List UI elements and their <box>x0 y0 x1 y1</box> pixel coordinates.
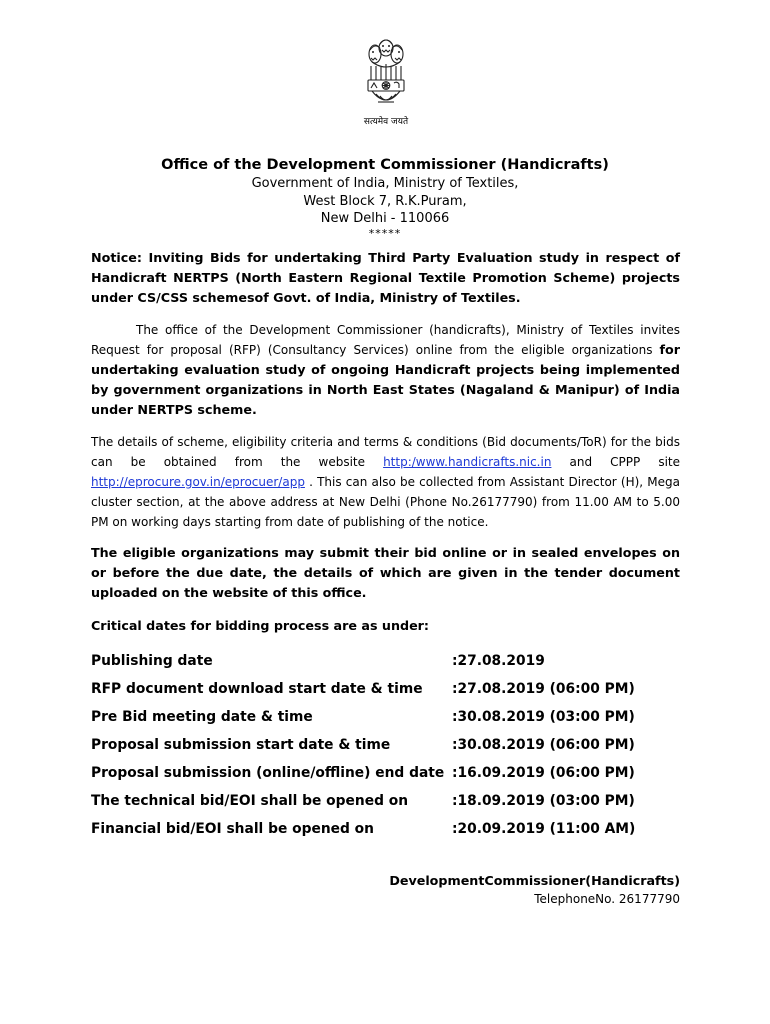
separator-stars: ***** <box>368 226 402 240</box>
date-value: :20.09.2019 (11:00 AM) <box>452 821 636 837</box>
notice-title: Notice: Inviting Bids for undertaking Third Party Evaluation study in respect of Handicraft NERTPS (North Eastern Regional Textile Promotion Scheme) projects under CS/CSS schemesof Govt. of India, Ministry of Textiles. <box>91 250 680 305</box>
date-label: Financial bid/EOI shall be opened on <box>91 821 374 837</box>
signature-block <box>389 872 680 908</box>
date-value: :27.08.2019 (06:00 PM) <box>452 681 635 697</box>
address-line-1: Government of India, Ministry of Textiles, <box>251 176 519 191</box>
national-emblem-icon <box>364 36 408 116</box>
emblem <box>355 36 417 128</box>
date-value: :30.08.2019 (03:00 PM) <box>452 709 635 725</box>
date-row-submission-start <box>91 731 691 759</box>
date-label: Publishing date <box>91 653 213 669</box>
paragraph-invitation <box>91 320 680 420</box>
paragraph-eligible-organizations: The eligible organizations may submit their bid online or in sealed envelopes on or before the due date, the details of which are given in the tender document uploaded on the website of this office. <box>91 545 680 600</box>
date-row-financial-bid-opening <box>91 815 691 843</box>
date-row-publishing <box>91 647 691 675</box>
date-value: :18.09.2019 (03:00 PM) <box>452 793 635 809</box>
signatory-title: DevelopmentCommissioner(Handicrafts) <box>389 873 680 888</box>
date-label: Proposal submission (online/offline) end date <box>91 765 445 781</box>
cppp-site-link[interactable]: http://eprocure.gov.in/eprocuer/app <box>91 475 305 489</box>
date-label: The technical bid/EOI shall be opened on <box>91 793 409 809</box>
date-label: Proposal submission start date & time <box>91 737 391 753</box>
date-row-technical-bid-opening <box>91 787 691 815</box>
paragraph-invitation-text: The office of the Development Commissioner (handicrafts), Ministry of Textiles invites Request for proposal (RFP) (Consultancy Services) online from the eligible organizations <box>91 323 680 357</box>
handicrafts-website-link[interactable]: http:/www.handicrafts.nic.in <box>383 455 552 469</box>
paragraph-details <box>91 432 680 532</box>
critical-dates-list <box>91 647 691 843</box>
date-value: :30.08.2019 (06:00 PM) <box>452 737 635 753</box>
date-row-submission-end <box>91 759 691 787</box>
address-line-3: New Delhi - 110066 <box>320 211 450 226</box>
date-label: RFP document download start date & time <box>91 681 423 697</box>
date-value: :27.08.2019 <box>452 653 545 669</box>
date-row-pre-bid-meeting <box>91 703 691 731</box>
critical-dates-heading: Critical dates for bidding process are as under: <box>91 618 430 633</box>
signatory-telephone: TelephoneNo. 26177790 <box>534 892 680 906</box>
date-label: Pre Bid meeting date & time <box>91 709 313 725</box>
date-value: :16.09.2019 (06:00 PM) <box>452 765 635 781</box>
emblem-motto: सत्यमेव जयते <box>363 117 409 127</box>
paragraph-details-text-a: The details of scheme, eligibility criteria and terms & conditions (Bid documents/ToR) for the bids can be obtained from the website <box>91 435 680 469</box>
paragraph-invitation-bold: for undertaking evaluation study of ongoing Handicraft projects being implemented by government organizations in North East States (Nagaland & Manipur) of India under NERTPS scheme. <box>91 342 680 417</box>
office-title: Office of the Development Commissioner (Handicrafts) <box>161 157 609 173</box>
paragraph-details-text-b: and CPPP site <box>551 455 681 469</box>
date-row-rfp-download <box>91 675 691 703</box>
office-header <box>0 156 770 240</box>
paragraph-details-text-c: . This can also be collected from Assistant Director (H), Mega cluster section, at the above address at New Delhi (Phone No.26177790) from 11.00 AM to 5.00 PM on working days starting from date of publishing of the notice. <box>91 475 680 529</box>
address-line-2: West Block 7, R.K.Puram, <box>303 193 467 209</box>
